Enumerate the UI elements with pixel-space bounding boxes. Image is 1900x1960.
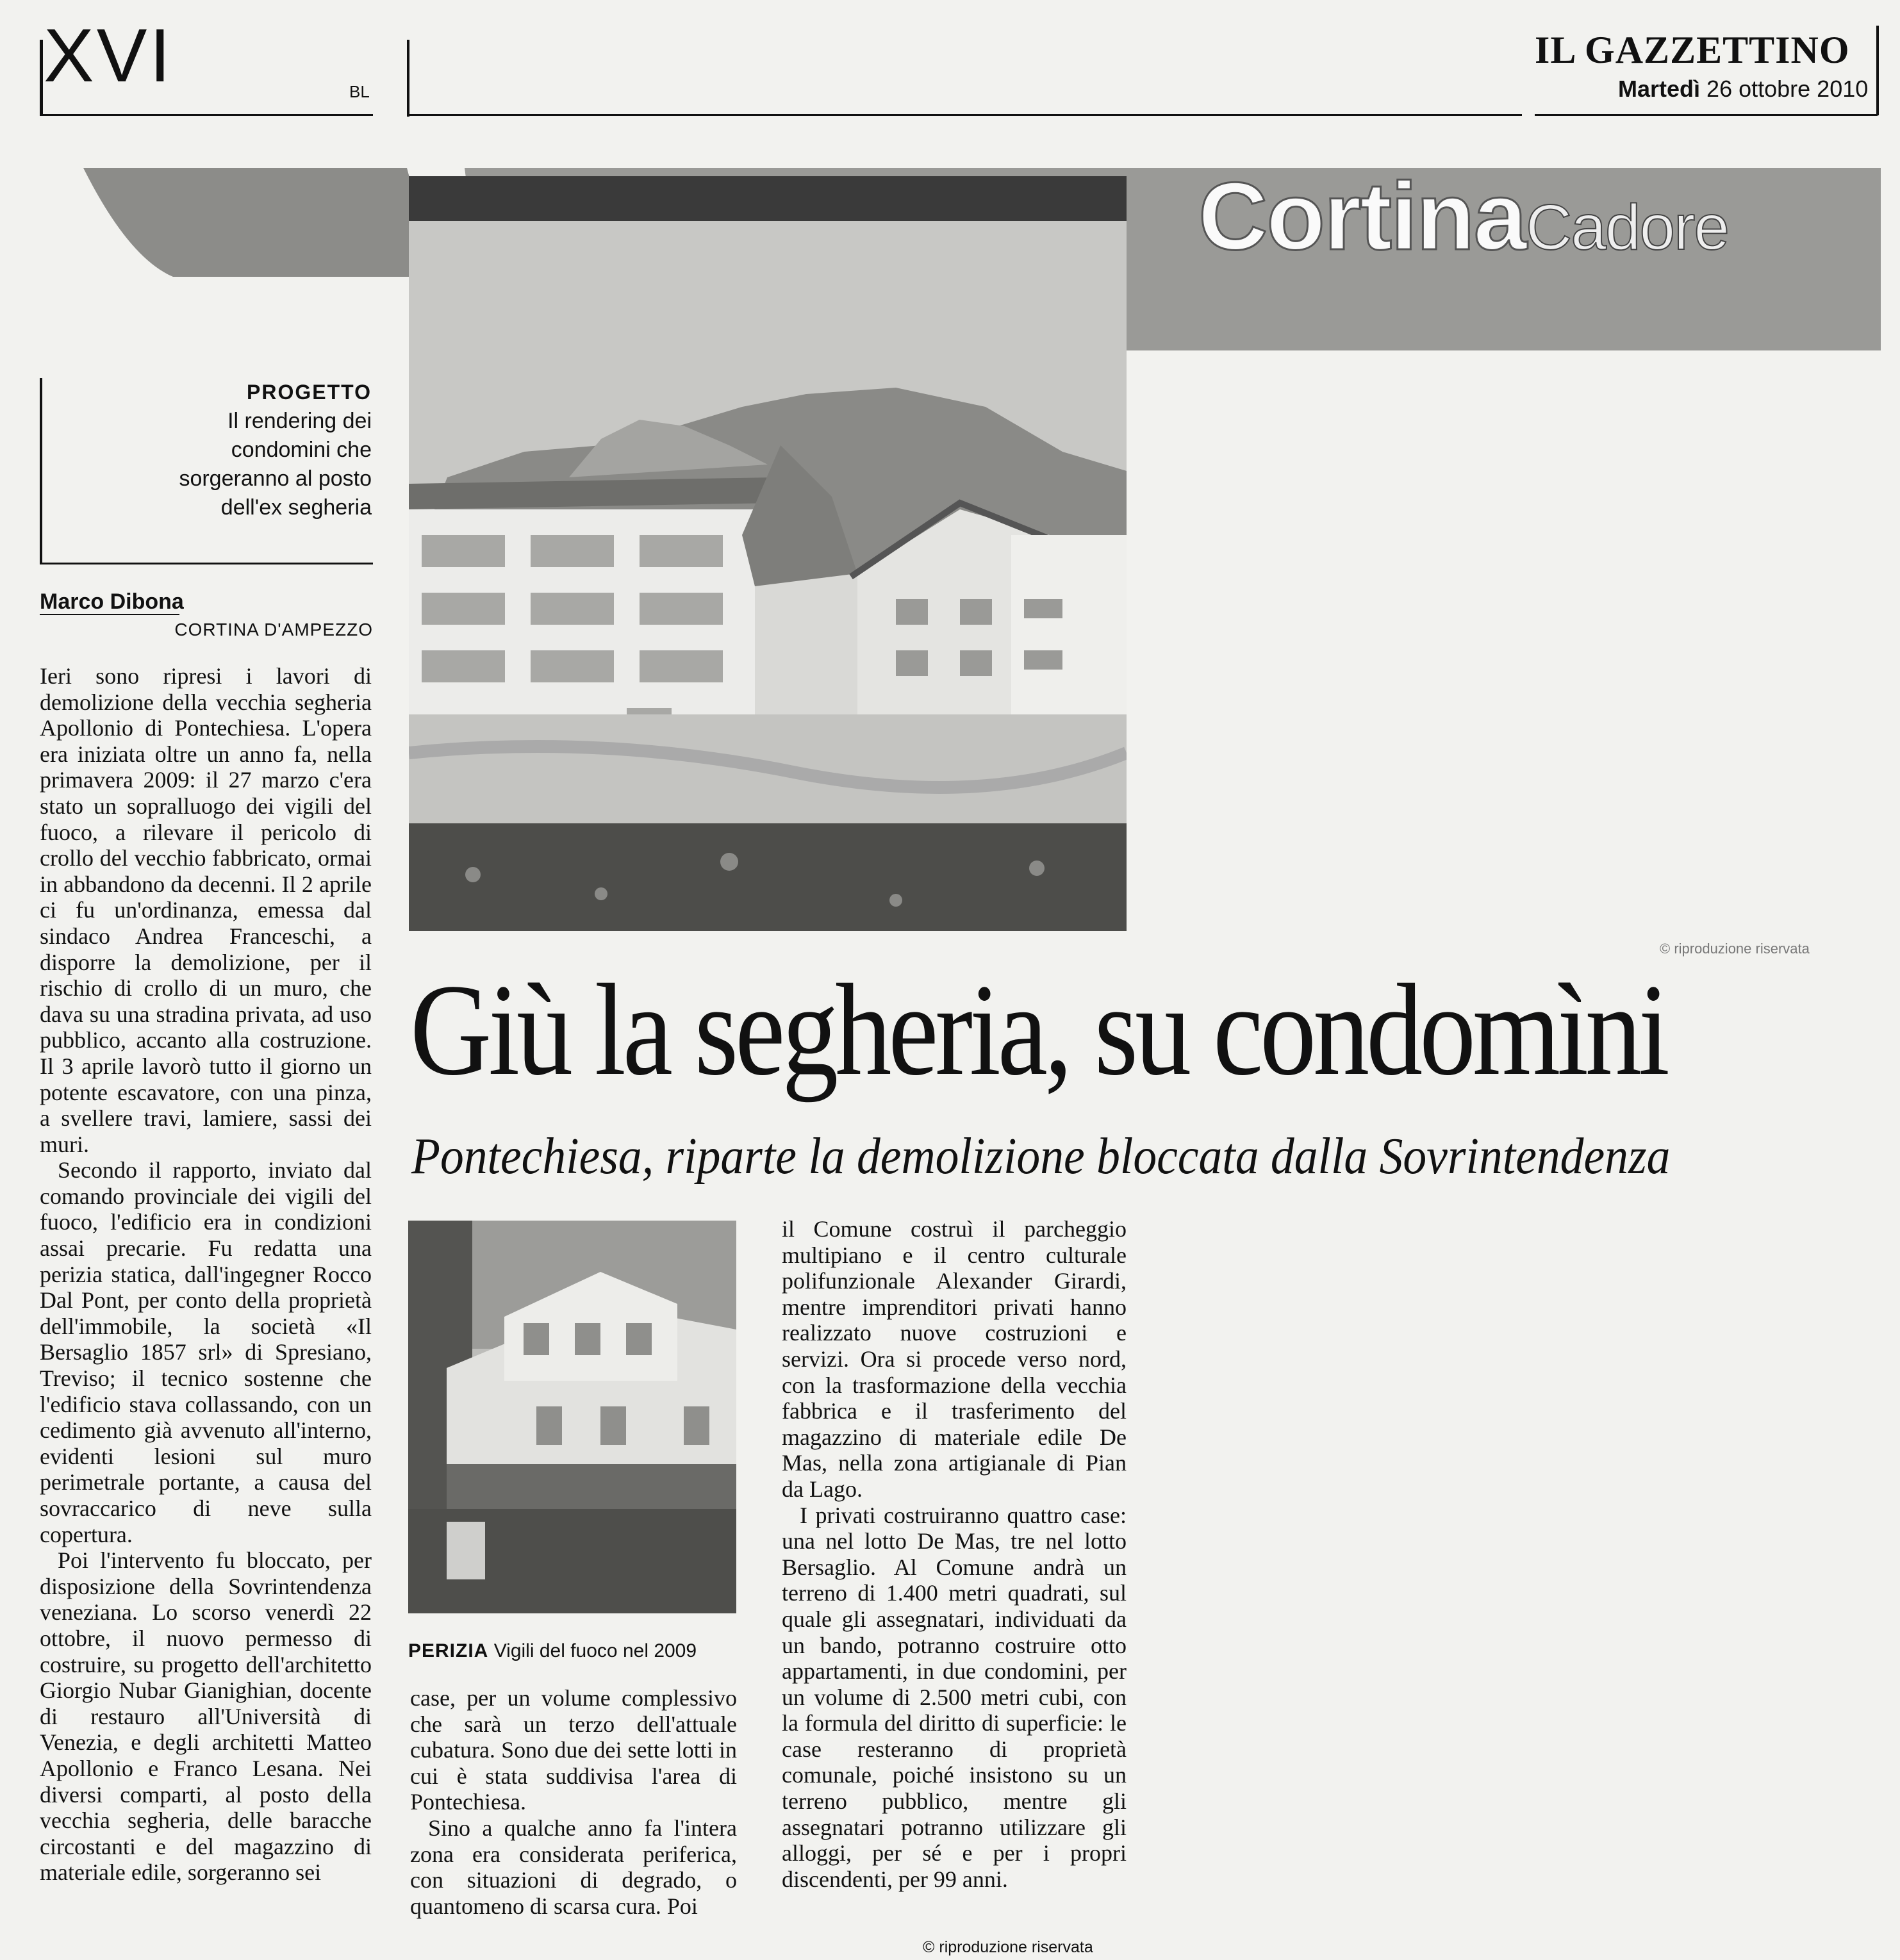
- author-name: Marco Dibona: [40, 589, 184, 614]
- photo-caption-firefighters: [408, 1640, 697, 1662]
- header-left-rule: [40, 114, 373, 116]
- issue-date-text: 26 ottobre 2010: [1706, 76, 1869, 102]
- rendering-photo: [409, 176, 1127, 931]
- paragraph: Sino a qualche anno fa l'intera zona era considerata periferica, con situazioni di degrado, o quantomeno di scarsa cura. Poi: [410, 1815, 737, 1919]
- paragraph: Secondo il rapporto, inviato dal comando provinciale dei vigili del fuoco, l'edificio era in condizioni assai precarie. Fu redatta una perizia statica, dall'ingegner Rocco Dal Pont, per conto della proprietà dell'immobile, la società «Il Bersaglio 1857 srl» di Spresiano, Treviso; il tecnico sostenne che l'edificio stava collassando, con un cedimento già avvenuto all'interno, evidenti lesioni sul muro perimetrale portante, a causa del sovraccarico di neve sulla copertura.: [40, 1157, 372, 1547]
- article-column-2: [410, 1685, 737, 1919]
- paragraph: case, per un volume complessivo che sarà un terzo dell'attuale cubatura. Sono due dei sette lotti in cui è stata suddivisa l'area di Pontechiesa.: [410, 1685, 737, 1815]
- section-banner-left: [83, 168, 391, 277]
- paragraph: il Comune costruì il parcheggio multipiano e il centro culturale polifunzionale Alexander Girardi, mentre imprenditori privati hanno realizzato nuove costruzioni e servizi. Ora si procede verso nord, con la trasformazione della vecchia fabbrica e il trasferimento del magazzino di materiale edile De Mas, nella zona artigianale di Pian da Lago.: [782, 1216, 1127, 1502]
- paragraph: Ieri sono ripresi i lavori di demolizione della vecchia segheria Apollonio di Pontechiesa. L'opera era iniziata oltre un anno fa, nella primavera 2009: il 27 marzo c'era stato un sopralluogo dei vigili del fuoco, a rilevare il pericolo di crollo del vecchio fabbricato, ormai in abbandono da decenni. Il 2 aprile ci fu un'ordinanza, emessa dal sindaco Andrea Franceschi, a disporre la demolizione, per il rischio di crollo di un muro, che dava su una stradina privata, ad uso pubblico, accanto alla costruzione. Il 3 aprile lavorò tutto il giorno un potente escavatore, con una pinza, a svellere travi, lamiere, sassi dei muri.: [40, 663, 372, 1157]
- dateline: CORTINA D'AMPEZZO: [174, 620, 373, 639]
- photo-caption-rendering: [128, 378, 372, 522]
- article-column-3: [782, 1216, 1127, 1892]
- section-title-main: Cortina: [1198, 162, 1526, 270]
- article-copyright: © riproduzione riservata: [923, 1938, 1093, 1956]
- photo-copyright: © riproduzione riservata: [1660, 941, 1810, 957]
- article-column-1: [40, 663, 372, 1886]
- paragraph: I privati costruiranno quattro case: una nel lotto De Mas, tre nel lotto Bersaglio. Al Comune andrà un terreno di 1.400 metri quadrati, sul quale gli assegnatari, individuati da un bando, potranno costruire otto appartamenti, in due condomini, per un volume di 2.500 metri cubi, con la formula del diritto di superficie: le case resteranno di proprietà comunale, poiché insistono su un terreno pubblico, mentre gli assegnatari potranno utilizzare gli alloggi, per sé e per i propri discendenti, per 99 anni.: [782, 1502, 1127, 1892]
- caption-text: Vigili del fuoco nel 2009: [493, 1640, 697, 1661]
- subheadline: Pontechiesa, riparte la demolizione bloccata dalla Sovrintendenza: [411, 1128, 1671, 1185]
- paragraph: Poi l'intervento fu bloccato, per disposizione della Sovrintendenza veneziana. Lo scorso venerdì 22 ottobre, il nuovo permesso di costruire, su progetto dell'architetto Giorgio Nubar Gianighian, docente di restauro all'Università di Venezia, e degli architetti Matteo Apollonio e Franco Lesana. Nei diversi comparti, al posto della vecchia segheria, delle baracche circostanti e del magazzino di materiale edile, sorgeranno sei: [40, 1547, 372, 1886]
- header-right-bar: [1876, 26, 1879, 115]
- page-number: XVI: [44, 13, 174, 98]
- region-code: BL: [349, 82, 370, 101]
- firefighters-photo: [408, 1221, 736, 1613]
- issue-weekday: Martedì: [1618, 76, 1701, 102]
- headline: Giù la segheria, su condomìni: [410, 957, 1667, 1103]
- caption-kicker: PROGETTO: [247, 381, 372, 404]
- caption-kicker: PERIZIA: [408, 1640, 489, 1661]
- header-divider: [407, 40, 409, 117]
- caption-text: Il rendering dei condomini che sorgeranno al posto dell'ex segheria: [179, 409, 372, 520]
- issue-date: [1618, 76, 1868, 103]
- header-left-bar: [40, 40, 43, 115]
- byline-rule: [40, 614, 179, 615]
- caption-bar: [40, 378, 42, 564]
- header-center-rule: [407, 114, 1522, 116]
- section-title-sub: Cadore: [1526, 192, 1728, 263]
- header-right-rule: [1535, 114, 1878, 116]
- caption-rule: [40, 563, 373, 564]
- section-title: [1198, 162, 1728, 270]
- masthead: IL GAZZETTINO: [1535, 29, 1850, 71]
